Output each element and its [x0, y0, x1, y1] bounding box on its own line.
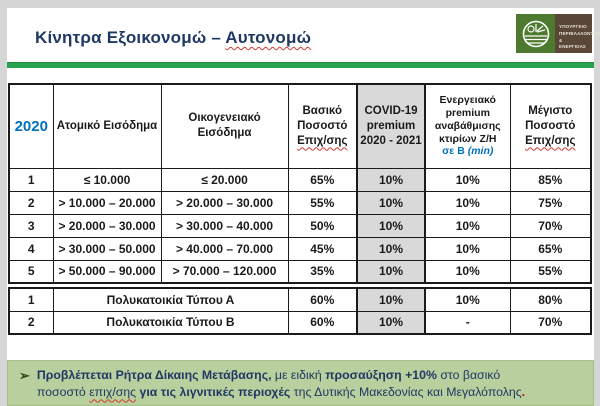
- note-seg: για τις λιγνιτικές περιοχές: [139, 384, 291, 399]
- energy-premium-cell: -: [425, 311, 510, 334]
- page-title: [35, 28, 311, 48]
- max-rate-cell: 55%: [510, 260, 591, 283]
- table-row: [9, 237, 591, 260]
- personal-income-cell: > 50.000 – 90.000: [53, 260, 161, 283]
- ministry-logo: [516, 14, 600, 53]
- max-rate-cell: 85%: [510, 168, 591, 191]
- max-rate-label: Μέγιστο Ποσοστό: [525, 104, 576, 132]
- energy-premium-cell: 10%: [425, 168, 510, 191]
- note-seg: Προβλέπεται Ρήτρα Δίκαιης Μετάβασης,: [36, 368, 272, 382]
- max-rate-header: [510, 84, 591, 168]
- basic-rate-cell: 45%: [288, 237, 357, 260]
- slide: [7, 8, 600, 406]
- basic-rate-cell: 35%: [288, 260, 357, 283]
- max-rate-label-2: Επιχ/σης: [525, 134, 576, 147]
- covid-premium-cell: 10%: [357, 237, 425, 260]
- building-type-cell: Πολυκατοικία Τύπου Α: [53, 288, 288, 311]
- note-seg: στο βασικό: [436, 368, 501, 382]
- table-row: [9, 260, 591, 283]
- energy-premium-cell: 10%: [425, 260, 510, 283]
- header-divider-bar: [7, 62, 594, 68]
- note-seg: .: [521, 384, 526, 399]
- max-rate-cell: 70%: [510, 311, 591, 334]
- family-income-cell: > 20.000 – 30.000: [161, 191, 288, 214]
- row-number: 1: [9, 168, 53, 191]
- table-row: [9, 191, 591, 214]
- energy-class-b: σε Β: [442, 145, 468, 158]
- basic-rate-cell: 60%: [288, 288, 357, 311]
- covid-premium-cell: 10%: [357, 260, 425, 283]
- basic-rate-cell: 60%: [288, 311, 357, 334]
- arrow-bullet-icon: ➢: [19, 368, 30, 383]
- incentives-table-2020: [8, 83, 592, 284]
- basic-rate-label-2: Επιχ/σης: [297, 134, 348, 147]
- family-income-cell: > 40.000 – 70.000: [161, 237, 288, 260]
- table-row: [9, 311, 591, 334]
- energy-premium-header: [425, 84, 510, 168]
- ministry-emblem-icon: [516, 14, 555, 53]
- page-title-underlined-word: Αυτονομώ: [225, 28, 312, 47]
- basic-rate-cell: 50%: [288, 214, 357, 237]
- building-type-cell: Πολυκατοικία Τύπου Β: [53, 311, 288, 334]
- table-row: [9, 168, 591, 191]
- max-rate-cell: 80%: [510, 288, 591, 311]
- row-number: 1: [9, 288, 53, 311]
- ministry-name: ΥΠΟΥΡΓΕΙΟ ΠΕΡΙΒΑΛΛΟΝΤΟΣ & ΕΝΕΡΓΕΙΑΣ: [555, 14, 592, 53]
- note-seg: επιχ/σης: [89, 384, 137, 399]
- energy-premium-cell: 10%: [425, 288, 510, 311]
- note-text: [37, 367, 525, 405]
- row-number: 4: [9, 237, 53, 260]
- basic-rate-header: [288, 84, 357, 168]
- personal-income-header: Ατομικό Εισόδημα: [53, 84, 161, 168]
- personal-income-cell: > 30.000 – 50.000: [53, 237, 161, 260]
- row-number: 2: [9, 191, 53, 214]
- max-rate-cell: 75%: [510, 191, 591, 214]
- note-seg: της Δυτικής Μακεδονίας και Μεγαλόπολης: [290, 384, 522, 399]
- just-transition-note: [7, 360, 594, 406]
- covid-premium-cell: 10%: [357, 214, 425, 237]
- family-income-header: Οικογενειακό Εισόδημα: [161, 84, 288, 168]
- basic-rate-label: Βασικό Ποσοστό: [297, 104, 348, 132]
- covid-premium-cell: 10%: [357, 311, 425, 334]
- max-rate-cell: 70%: [510, 214, 591, 237]
- family-income-cell: > 30.000 – 40.000: [161, 214, 288, 237]
- max-rate-cell: 65%: [510, 237, 591, 260]
- note-line-2: [37, 384, 525, 401]
- row-number: 3: [9, 214, 53, 237]
- year-header: 2020: [9, 84, 53, 168]
- table-row: [9, 288, 591, 311]
- personal-income-cell: ≤ 10.000: [53, 168, 161, 191]
- page-title-text: Κίνητρα Εξοικονομώ –: [35, 28, 226, 47]
- row-number: 2: [9, 311, 53, 334]
- covid-premium-header: COVID-19 premium 2020 - 2021: [357, 84, 425, 168]
- family-income-cell: > 70.000 – 120.000: [161, 260, 288, 283]
- covid-premium-cell: 10%: [357, 168, 425, 191]
- covid-premium-cell: 10%: [357, 191, 425, 214]
- family-income-cell: ≤ 20.000: [161, 168, 288, 191]
- apartment-buildings-table: [8, 287, 592, 335]
- note-seg: με ειδική: [271, 368, 326, 382]
- energy-premium-cell: 10%: [425, 191, 510, 214]
- energy-premium-class: [442, 145, 493, 157]
- basic-rate-cell: 55%: [288, 191, 357, 214]
- note-seg: ποσοστό: [36, 384, 90, 399]
- personal-income-cell: > 20.000 – 30.000: [53, 214, 161, 237]
- table-row: [9, 214, 591, 237]
- energy-class-min: (min): [467, 145, 494, 158]
- energy-premium-label: Ενεργειακό premium αναβάθμισης κτιρίων Ζ/Η: [434, 94, 501, 145]
- row-number: 5: [9, 260, 53, 283]
- covid-premium-cell: 10%: [357, 288, 425, 311]
- basic-rate-cell: 65%: [288, 168, 357, 191]
- personal-income-cell: > 10.000 – 20.000: [53, 191, 161, 214]
- note-line-1: [37, 367, 525, 384]
- energy-premium-cell: 10%: [425, 237, 510, 260]
- note-seg: προσαύξηση +10%: [325, 368, 437, 382]
- energy-premium-cell: 10%: [425, 214, 510, 237]
